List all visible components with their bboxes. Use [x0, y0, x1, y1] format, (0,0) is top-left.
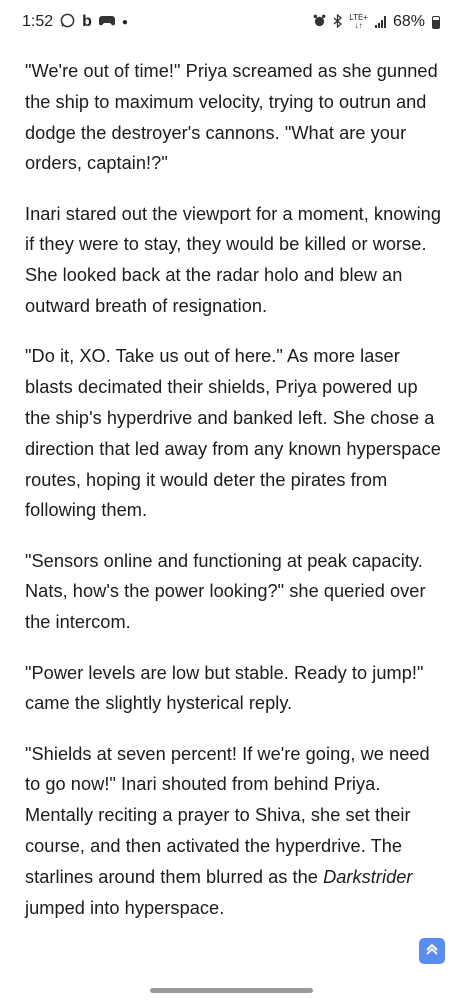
story-paragraph: "Do it, XO. Take us out of here." As more laser blasts decimated their shields, Priya powered up the ship's hyperdrive and banked left. She chose a direction that led away from any known hyperspace routes, hoping it would deter the pirates from following them. [25, 346, 441, 521]
scroll-to-top-button[interactable] [419, 938, 445, 964]
home-indicator[interactable] [150, 988, 313, 993]
lte-label: LTE+ [349, 13, 368, 22]
story-text [25, 56, 445, 943]
status-bar [0, 0, 462, 44]
status-right [313, 13, 440, 31]
battery-icon [432, 16, 440, 29]
clock: 1:52 [22, 13, 54, 30]
gamepad-icon [99, 14, 115, 30]
story-paragraph: "Power levels are low but stable. Ready to jump!" came the slightly hysterical reply. [25, 662, 424, 714]
paragraph-text: "Shields at seven percent! If we're going, we need to go now!" Inari shouted from behind Priya. Mentally reciting a prayer to Shiva, she set their course, and then activated the hyperdrive. The starlines around them blurred as the [25, 743, 430, 887]
story-paragraph: "Sensors online and functioning at peak capacity. Nats, how's the power looking?" she queried over the intercom. [25, 550, 426, 633]
story-paragraph: Inari stared out the viewport for a moment, knowing if they were to stay, they would be killed or worse. She looked back at the radar holo and blew an outward breath of resignation. [25, 203, 442, 317]
signal-icon [375, 16, 386, 28]
lte-indicator [349, 14, 368, 30]
chevron-up-icon [424, 942, 440, 961]
b-app-icon: b [82, 13, 92, 30]
battery-percent: 68% [392, 13, 425, 30]
story-paragraph-last [25, 739, 445, 924]
notification-dot-icon: ● [121, 16, 128, 28]
bluetooth-icon [333, 14, 342, 31]
alarm-icon [313, 14, 326, 30]
whatsapp-icon [60, 13, 75, 31]
status-left [22, 13, 128, 31]
story-paragraph: "We're out of time!" Priya screamed as she gunned the ship to maximum velocity, trying to outrun and dodge the destroyer's cannons. "What are your orders, captain!?" [25, 61, 438, 174]
lte-arrows-icon: ↓↑ [354, 21, 363, 30]
ship-name: Darkstrider [323, 866, 413, 887]
paragraph-text: jumped into hyperspace. [25, 897, 225, 918]
